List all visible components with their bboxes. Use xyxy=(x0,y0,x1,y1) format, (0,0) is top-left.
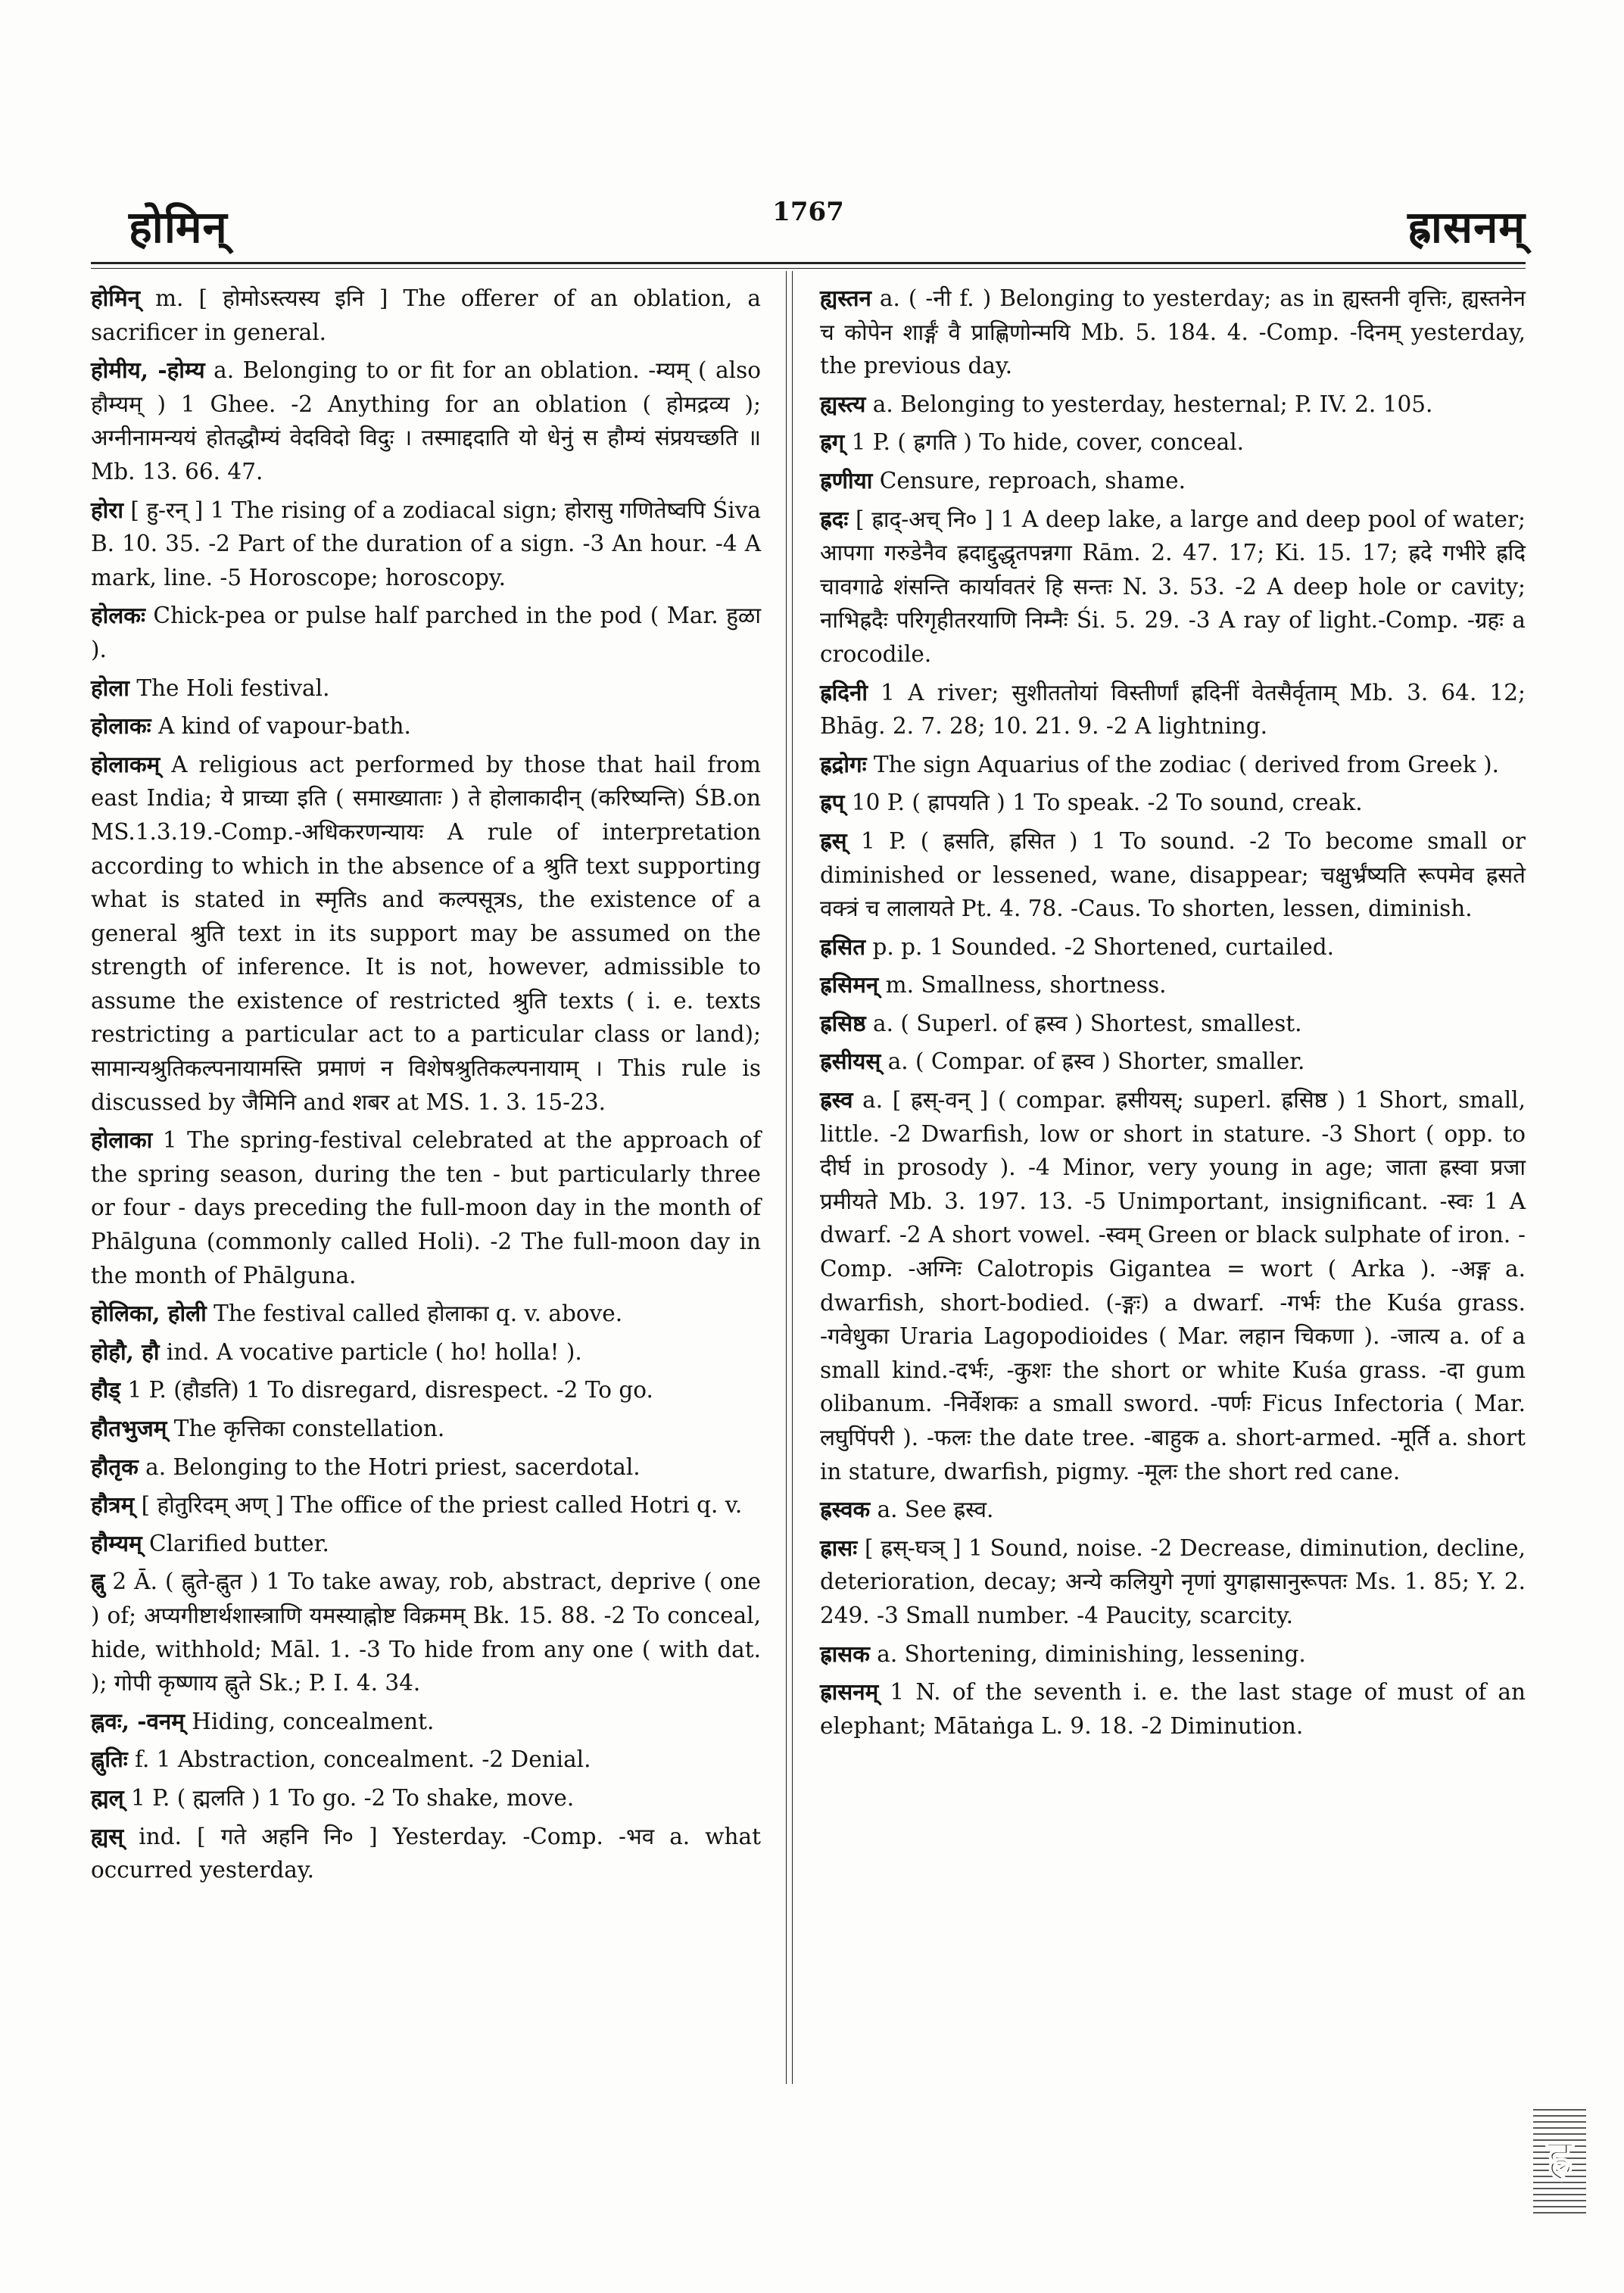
entry-headword: ह्नु xyxy=(91,1568,105,1595)
entry-definition: Clarified butter. xyxy=(142,1530,329,1556)
entry-headword: होमिन् xyxy=(91,285,140,311)
entry-headword: ह्रसित xyxy=(820,933,866,960)
entry-headword: ह्यस्तन xyxy=(820,285,871,311)
entry-headword: ह्यस्त्य xyxy=(820,390,866,417)
page-number: 1767 xyxy=(772,197,844,227)
dictionary-entry xyxy=(820,748,1526,782)
column-divider xyxy=(792,271,793,2084)
dictionary-entry xyxy=(820,930,1526,964)
dictionary-entry xyxy=(820,676,1526,743)
entry-headword: ह्मल् xyxy=(91,1784,124,1811)
dictionary-entry xyxy=(820,968,1526,1002)
entry-headword: ह्रदः xyxy=(820,505,849,532)
entry-definition: 1 A river; सुशीततोयां विस्तीर्णां ह्रदिनीं वेतसैर्वृताम् Mb. 3. 64. 12; Bhāg. 2. 7. 28; 10. 21. 9. -2 A lightning. xyxy=(820,679,1526,740)
dictionary-entry xyxy=(91,671,761,706)
dictionary-entry xyxy=(820,824,1526,926)
thumb-index-mark xyxy=(1533,2104,1586,2217)
entry-definition: 1 P. ( ह्रसति, ह्रसित ) 1 To sound. -2 To become small or diminished or lessened, wane, disappear; चक्षुर्भ्रंष्यति रूपमेव ह्रसते वक्त्रं च लालायते Pt. 4. 78. -Caus. To shorten, lessen, diminish. xyxy=(820,827,1526,922)
entry-headword: ह्रस् xyxy=(820,827,847,854)
dictionary-entry xyxy=(91,1335,761,1369)
dictionary-entry xyxy=(91,1488,761,1522)
dictionary-entry xyxy=(91,599,761,666)
thumb-index-glyph: ह्र xyxy=(1547,2129,1573,2186)
dictionary-entry xyxy=(820,1637,1526,1671)
entry-headword: होलाकः xyxy=(91,712,151,740)
entry-definition: 10 P. ( ह्रापयति ) 1 To speak. -2 To sound, creak. xyxy=(844,790,1363,816)
entry-definition: 1 P. ( ह्मलति ) 1 To go. -2 To shake, move. xyxy=(123,1784,575,1811)
dictionary-entry xyxy=(820,1007,1526,1041)
entry-definition: a. Belonging to the Hotri priest, sacerdotal. xyxy=(138,1453,641,1480)
entry-definition: [ होतुरिदम् अण् ] The office of the priest called Hotri q. v. xyxy=(134,1492,743,1519)
entry-definition: a. Belonging to or fit for an oblation. -म्यम् ( also हौम्यम् ) 1 Ghee. -2 Anything for an oblation ( होमद्रव्य ); अग्नीनामन्ययं होतद्धौम्यं वेदविदो विदुः । तस्माद्ददाति यो धेनुं स हौम्यं संप्रयच्छति ॥ Mb. 13. 66. 47. xyxy=(91,357,761,484)
entry-definition: a. ( -नी f. ) Belonging to yesterday; as in ह्यस्तनी वृत्तिः, ह्यस्तनेन च कोपेन शार्ङ्गं वै प्राह्णिणोन्मयि Mb. 5. 184. 4. -Comp. -दिनम् yesterday, the previous day. xyxy=(820,285,1526,379)
entry-definition: m. [ होमोऽस्त्यस्य इनि ] The offerer of an oblation, a sacrificer in general. xyxy=(91,285,761,345)
entry-definition: ind. [ गते अहनि नि० ] Yesterday. -Comp. -भव a. what occurred yesterday. xyxy=(91,1823,761,1883)
entry-headword: ह्रप् xyxy=(820,789,845,816)
header-rule-thin xyxy=(91,268,1526,269)
entry-definition: The कृत्तिका constellation. xyxy=(167,1416,445,1441)
entry-headword: ह्नवः, -वनम् xyxy=(91,1707,185,1734)
entry-headword: ह्रणीया xyxy=(820,466,873,494)
dictionary-entry xyxy=(820,1531,1526,1633)
entry-definition: 1 P. (हौडति) 1 To disregard, disrespect. -2 To go. xyxy=(120,1377,653,1404)
dictionary-entry xyxy=(91,1820,761,1887)
entry-headword: ह्रासक xyxy=(820,1640,870,1667)
dictionary-entry xyxy=(91,748,761,1120)
entry-definition: p. p. 1 Sounded. -2 Shortened, curtailed. xyxy=(865,933,1335,960)
entry-headword: ह्रग् xyxy=(820,428,845,456)
entry-definition: 2 Ā. ( ह्नुते-ह्नुत ) 1 To take away, rob, abstract, deprive ( one ) of; अप्यगीष्टार्थशास्त्राणि यमस्याह्नोष्ट विक्रमम् Bk. 15. 88. -2 To conceal, hide, withhold; Māl. 1. -3 To hide from any one ( with dat. ); गोपी कृष्णाय ह्नुते Sk.; P. I. 4. 34. xyxy=(91,1569,761,1696)
dictionary-entry xyxy=(820,1493,1526,1527)
entry-headword: ह्रासनम् xyxy=(820,1678,879,1706)
entry-definition: Censure, reproach, shame. xyxy=(872,467,1186,494)
entry-headword: होरा xyxy=(91,496,124,523)
entry-definition: a. Shortening, diminishing, lessening. xyxy=(869,1640,1306,1667)
dictionary-entry xyxy=(91,709,761,743)
dictionary-entry xyxy=(820,464,1526,498)
dictionary-entry xyxy=(820,282,1526,383)
entry-headword: ह्रस्व xyxy=(820,1086,853,1114)
entry-headword: हौतभुजम् xyxy=(91,1415,167,1441)
entry-headword: ह्यस् xyxy=(91,1822,124,1849)
entry-headword: ह्नुतिः xyxy=(91,1746,128,1773)
entry-definition: a. See ह्रस्व. xyxy=(870,1497,994,1523)
header-rule-thick xyxy=(91,262,1526,264)
left-column xyxy=(91,282,761,1892)
entry-headword: ह्रासः xyxy=(820,1534,858,1561)
dictionary-entry xyxy=(91,282,761,349)
dictionary-entry xyxy=(91,1373,761,1407)
dictionary-entry xyxy=(820,1083,1526,1488)
entry-headword: ह्रसिष्ठ xyxy=(820,1009,866,1036)
dictionary-entry xyxy=(91,1412,761,1446)
dictionary-entry xyxy=(820,388,1526,422)
entry-definition: ind. A vocative particle ( ho! holla! ). xyxy=(159,1338,582,1365)
entry-definition: f. 1 Abstraction, concealment. -2 Denial. xyxy=(127,1746,591,1773)
entry-definition: The Holi festival. xyxy=(129,675,330,701)
entry-definition: Chick-pea or pulse half parched in the pod ( Mar. हुळा ). xyxy=(91,603,761,662)
entry-definition: [ हु-रन् ] 1 The rising of a zodiacal sign; होरासु गणितेष्वपि Śiva B. 10. 35. -2 Part of the duration of a sign. -3 An hour. -4 A mark, line. -5 Horoscope; horoscopy. xyxy=(91,497,761,590)
dictionary-entry xyxy=(820,425,1526,460)
entry-definition: The sign Aquarius of the zodiac ( derived from Greek ). xyxy=(866,751,1499,777)
entry-headword: ह्रसीयस् xyxy=(820,1048,881,1075)
entry-headword: होलाका xyxy=(91,1126,153,1154)
entry-headword: होलिका, होली xyxy=(91,1300,207,1327)
dictionary-entry xyxy=(91,1123,761,1292)
entry-headword: हौड् xyxy=(91,1376,121,1404)
dictionary-entry xyxy=(91,494,761,595)
entry-definition: 1 The spring-festival celebrated at the approach of the spring season, during the ten - but particularly three or four - days preceding the full-moon day in the month of Phālguna (commonly called Holi). -2 The full-moon day in the month of Phālguna. xyxy=(91,1127,761,1288)
entry-headword: ह्रस्वक xyxy=(820,1496,871,1523)
dictionary-entry xyxy=(820,786,1526,820)
dictionary-entry xyxy=(91,1297,761,1331)
dictionary-entry xyxy=(820,503,1526,671)
entry-definition: A religious act performed by those that hail from east India; ये प्राच्या इति ( समाख्याताः ) ते होलाकादीन् (करिष्यन्ति) ŚB.on MS.1.3.19.-Comp.-अधिकरणन्यायः A rule of interpretation according to which in the absence of a श्रुति text supporting what is stated in स्मृतिs and कल्पसूत्रs, the existence of a general श्रुति text in its support may be assumed on the strength of inference. It is not, however, admissible to assume the existence of restricted श्रुति texts ( i. e. texts restricting a particular act to a particular class or land); सामान्यश्रुतिकल्पनायामस्ति प्रमाणं न विशेषश्रुतिकल्पनायाम् । This rule is discussed by जैमिनि and शबर at MS. 1. 3. 15-23. xyxy=(91,751,761,1115)
dictionary-entry xyxy=(91,1743,761,1777)
dictionary-entry xyxy=(820,1045,1526,1079)
entry-headword: ह्रदिनी xyxy=(820,678,868,706)
dictionary-entry xyxy=(91,1705,761,1739)
entry-definition: The festival called होलाका q. v. above. xyxy=(206,1301,623,1327)
page-header xyxy=(91,195,1526,263)
entry-headword: होला xyxy=(91,674,129,701)
header-left-headword: होमिन् xyxy=(129,201,228,253)
entry-definition: 1 N. of the seventh i. e. the last stage of must of an elephant; Mātaṅga L. 9. 18. -2 Diminution. xyxy=(820,1679,1526,1739)
entry-definition: [ ह्रस्-घञ् ] 1 Sound, noise. -2 Decrease, diminution, decline, deterioration, decay; अन्ये कलियुगे नृणां युगह्रासानुरूपतः Ms. 1. 85; Y. 2. 249. -3 Small number. -4 Paucity, scarcity. xyxy=(820,1534,1526,1628)
entry-headword: ह्रद्रोगः xyxy=(820,750,867,777)
column-divider xyxy=(786,271,787,2084)
entry-headword: हौत्रम् xyxy=(91,1491,135,1519)
right-column xyxy=(820,282,1526,1747)
dictionary-entry xyxy=(91,1527,761,1561)
entry-definition: 1 P. ( ह्रगति ) To hide, cover, conceal. xyxy=(844,429,1245,456)
entry-headword: होमीय, -होम्य xyxy=(91,357,205,384)
dictionary-entry xyxy=(820,1675,1526,1743)
entry-definition: m. Smallness, shortness. xyxy=(878,972,1167,999)
dictionary-entry xyxy=(91,1565,761,1699)
dictionary-entry xyxy=(91,1781,761,1815)
entry-definition: a. ( Superl. of ह्रस्व ) Shortest, smallest. xyxy=(865,1010,1302,1036)
entry-definition: [ ह्राद्-अच् नि० ] 1 A deep lake, a large and deep pool of water; आपगा गरुडेनैव ह्रदाद्दुद्धृतपन्नगा Rām. 2. 47. 17; Ki. 15. 17; ह्रदे गभीरे ह्रदि चावगाढे शंसन्ति कार्यावतरं हि सन्तः N. 3. 53. -2 A deep hole or cavity; नाभिह्रदैः परिगृहीतरयाणि निम्नैः Śi. 5. 29. -3 A ray of light.-Comp. -ग्रहः a crocodile. xyxy=(820,506,1526,667)
dictionary-entry xyxy=(91,354,761,488)
entry-definition: Hiding, concealment. xyxy=(184,1708,435,1734)
entry-definition: a. ( Compar. of ह्रस्व ) Shorter, smaller. xyxy=(881,1048,1305,1075)
entry-headword: हौतृक xyxy=(91,1453,139,1480)
entry-headword: होलकः xyxy=(91,602,145,629)
dictionary-entry xyxy=(91,1450,761,1485)
entry-headword: होलाकम् xyxy=(91,750,161,777)
entry-headword: हौम्यम् xyxy=(91,1529,142,1556)
entry-definition: A kind of vapour-bath. xyxy=(151,713,411,740)
entry-definition: a. Belonging to yesterday, hesternal; P. IV. 2. 105. xyxy=(865,391,1433,417)
header-right-headword: ह्रासनम् xyxy=(1407,201,1526,253)
entry-definition: a. [ ह्रस्-वन् ] ( compar. ह्रसीयस्; superl. ह्रसिष्ठ ) 1 Short, small, little. -2 Dwarfish, low or short in stature. -3 Short ( opp. to दीर्घ in prosody ). -4 Minor, very young in age; जाता ह्रस्वा प्रजा प्रमीयते Mb. 3. 197. 13. -5 Unimportant, insignificant. -स्वः 1 A dwarf. -2 A short vowel. -स्वम् Green or black sulphate of iron. -Comp. -अग्निः Calotropis Gigantea = wort ( Arka ). -अङ्ग a. dwarfish, short-bodied. (-ङ्गः) a dwarf. -गर्भः the Kuśa grass. -गवेधुका Uraria Lagopodioides ( Mar. लहान चिकणा ). -जात्य a. of a small kind.-दर्भः, -कुशः the short or white Kuśa grass. -दा gum olibanum. -निर्वेशकः a small sword. -पर्णः Ficus Infectoria ( Mar. लघुपिंपरी ). -फलः the date tree. -बाहुक a. short-armed. -मूर्ति a. short in stature, dwarfish, pigmy. -मूलः the short red cane. xyxy=(820,1087,1526,1485)
entry-headword: ह्रसिमन् xyxy=(820,971,879,999)
entry-headword: होहौ, हौ xyxy=(91,1338,160,1365)
